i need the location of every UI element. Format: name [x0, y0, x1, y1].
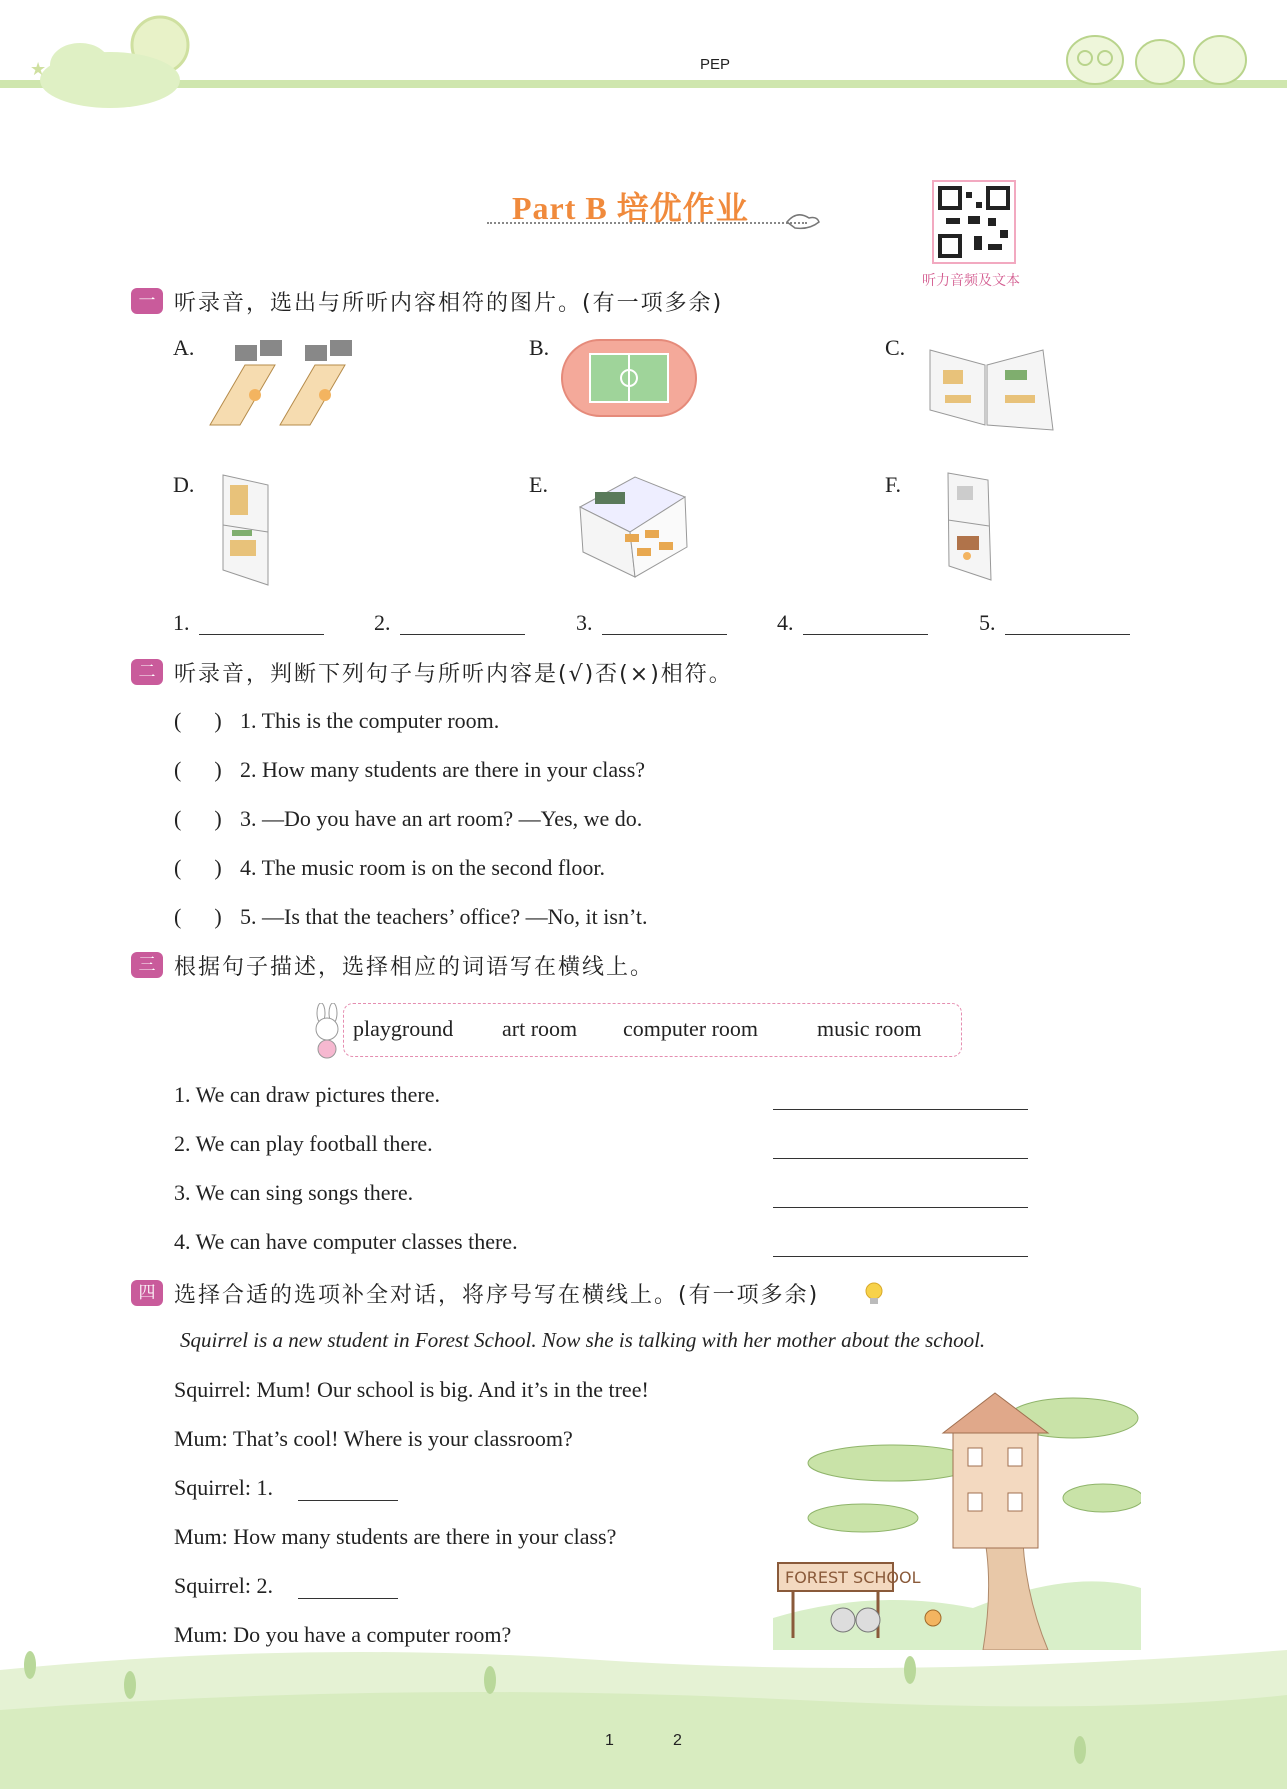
judgement-bracket[interactable]: ( ): [174, 708, 222, 733]
description-item: 3. We can sing songs there.: [174, 1180, 414, 1205]
section4-instruction: 选择合适的选项补全对话，将序号写在横线上。(有一项多余): [174, 1283, 820, 1308]
answer-blank[interactable]: [602, 634, 727, 635]
option-b-label: B.: [529, 335, 550, 360]
section2-number: 二: [131, 659, 163, 685]
description-item: 2. We can play football there.: [174, 1131, 433, 1156]
page-number-left: 1: [605, 1732, 614, 1749]
title-underline: [487, 222, 807, 224]
judgement-item: 3. —Do you have an art room? —Yes, we do.: [240, 806, 643, 831]
answer-blank[interactable]: [199, 634, 324, 635]
art-music-rooms-picture: [943, 468, 995, 583]
tree-house-illustration: [773, 1388, 1141, 1650]
blank-label: 3.: [576, 610, 593, 635]
option-e-label: E.: [529, 472, 548, 497]
option-f-label: F.: [885, 472, 901, 497]
word-option: playground: [353, 1016, 454, 1041]
judgement-bracket[interactable]: ( ): [174, 904, 222, 929]
computer-room-picture: [205, 335, 375, 430]
page-title: Part B 培优作业: [512, 190, 749, 226]
qr-caption: 听力音频及文本: [922, 273, 1020, 289]
library-picture: [218, 470, 276, 588]
dialogue-line: Mum: That’s cool! Where is your classroom?: [174, 1426, 573, 1451]
dialogue-blank[interactable]: [298, 1598, 398, 1599]
judgement-bracket[interactable]: ( ): [174, 757, 222, 782]
section2-instruction: 听录音，判断下列句子与所听内容是(√)否(×)相符。: [174, 662, 733, 687]
lightbulb-icon: [862, 1280, 886, 1306]
judgement-item: 4. The music room is on the second floor.: [240, 855, 605, 880]
answer-line[interactable]: [773, 1158, 1028, 1159]
dialogue-line: Mum: How many students are there in your class?: [174, 1524, 617, 1549]
qr-code[interactable]: [932, 180, 1016, 264]
section3-number: 三: [131, 952, 163, 978]
blank-label: 5.: [979, 610, 996, 635]
sign-text: FOREST SCHOOL: [785, 1568, 921, 1587]
dialogue-intro: Squirrel is a new student in Forest School. Now she is talking with her mother about the school.: [180, 1328, 986, 1352]
judgement-bracket[interactable]: ( ): [174, 855, 222, 880]
answer-line[interactable]: [773, 1207, 1028, 1208]
option-c-label: C.: [885, 335, 906, 360]
section3-instruction: 根据句子描述，选择相应的词语写在横线上。: [174, 955, 655, 980]
section1-number: 一: [131, 288, 163, 314]
dialogue-line: Squirrel: 2.: [174, 1573, 273, 1598]
page-number-right: 2: [673, 1732, 682, 1749]
description-item: 1. We can draw pictures there.: [174, 1082, 440, 1107]
judgement-item: 5. —Is that the teachers’ office? —No, it isn’t.: [240, 904, 648, 929]
judgement-bracket[interactable]: ( ): [174, 806, 222, 831]
option-d-label: D.: [173, 472, 195, 497]
dialogue-blank[interactable]: [298, 1500, 398, 1501]
section1-instruction: 听录音，选出与所听内容相符的图片。(有一项多余): [174, 291, 724, 316]
word-option: music room: [817, 1016, 922, 1041]
dialogue-line: Mum: Do you have a computer room?: [174, 1622, 512, 1647]
header-label: PEP: [700, 56, 731, 73]
sun-cloud-decoration: [0, 0, 220, 120]
option-a-label: A.: [173, 335, 195, 360]
word-option: computer room: [623, 1016, 759, 1041]
blank-label: 2.: [374, 610, 391, 635]
judgement-item: 2. How many students are there in your class?: [240, 757, 646, 782]
svg-text:★: ★: [30, 59, 47, 79]
bird-icon: [783, 208, 823, 234]
answer-blank[interactable]: [803, 634, 928, 635]
answer-line[interactable]: [773, 1109, 1028, 1110]
bunny-icon: [307, 1003, 347, 1059]
answer-line[interactable]: [773, 1256, 1028, 1257]
playground-picture: [560, 338, 698, 418]
dialogue-line: Squirrel: Mum! Our school is big. And it’s in the tree!: [174, 1377, 649, 1402]
blank-label: 4.: [777, 610, 794, 635]
word-option: art room: [502, 1016, 578, 1041]
classroom-picture: [575, 472, 690, 580]
bottom-hills-decoration: [0, 1640, 1287, 1789]
judgement-item: 1. This is the computer room.: [240, 708, 500, 733]
classrooms-picture: [925, 340, 1055, 432]
animal-faces-decoration: [1055, 20, 1255, 90]
section4-number: 四: [131, 1280, 163, 1306]
blank-label: 1.: [173, 610, 190, 635]
description-item: 4. We can have computer classes there.: [174, 1229, 518, 1254]
answer-blank[interactable]: [400, 634, 525, 635]
answer-blank[interactable]: [1005, 634, 1130, 635]
dialogue-line: Squirrel: 1.: [174, 1475, 273, 1500]
